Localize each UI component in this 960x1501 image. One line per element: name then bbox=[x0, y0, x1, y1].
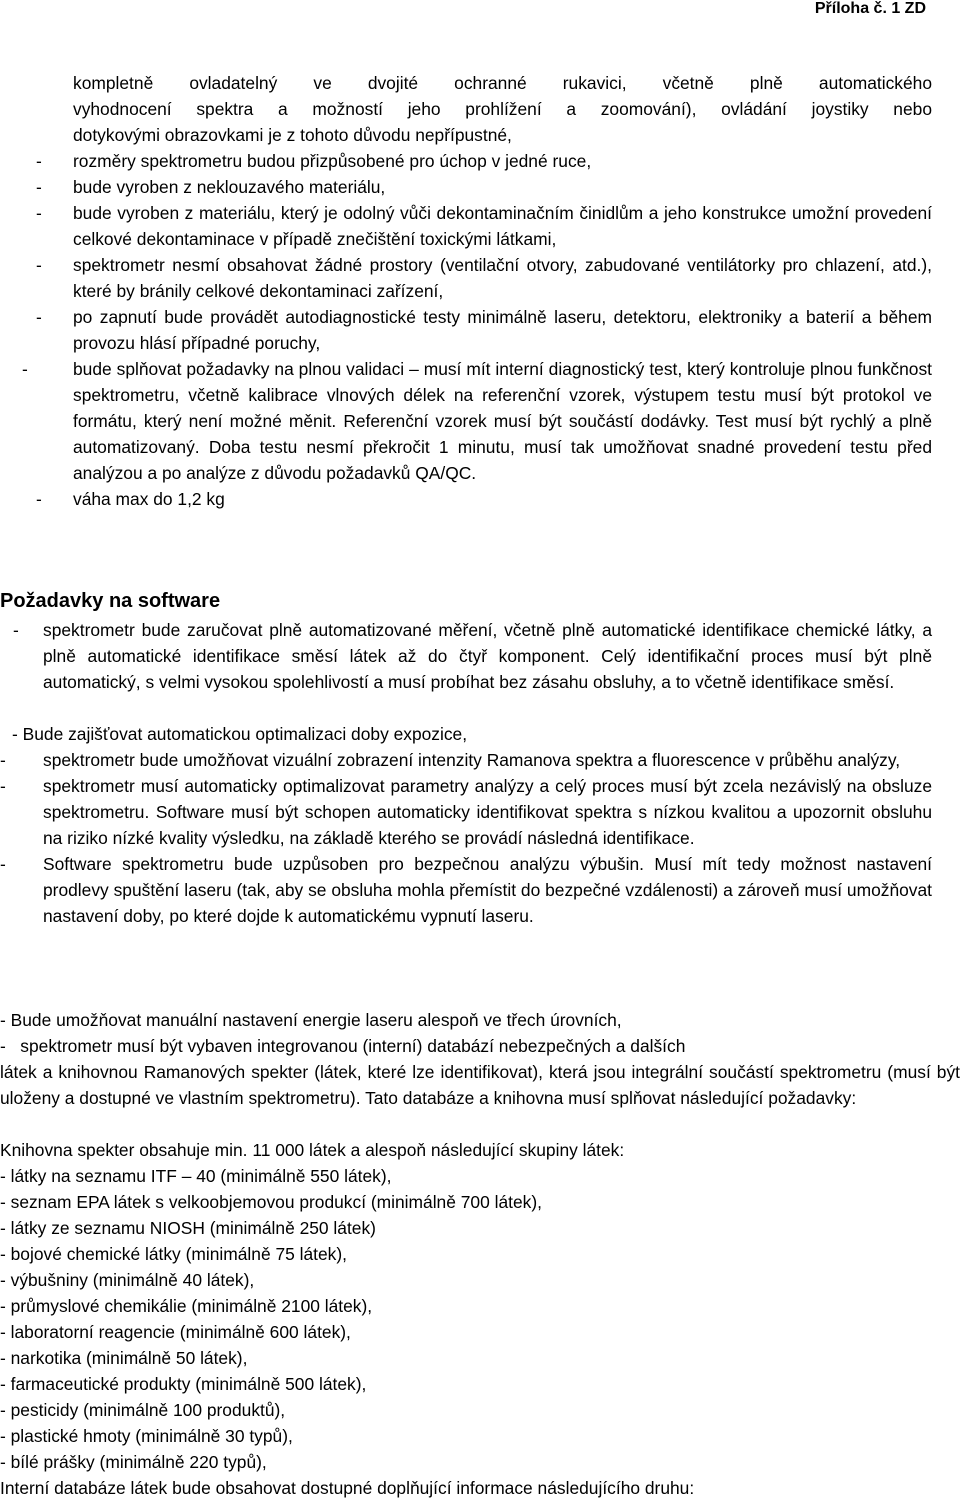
bullet-text: spektrometr bude zaručovat plně automatizované měření, včetně plně automatické identifikace chemické látky, a plně automatické identifikace směsí látek až do čtyř komponent. Celý identifikační proces musí být plně automatický, s velmi vysokou spolehlivostí a musí probíhat bez zásahu obsluhy, a to včetně identifikace směsí. bbox=[43, 620, 932, 692]
hardware-bullet bbox=[36, 252, 932, 304]
list-item: - plastické hmoty (minimálně 30 typů), bbox=[0, 1426, 293, 1446]
hardware-bullet bbox=[36, 174, 932, 200]
bullet-text: bude splňovat požadavky na plnou validaci – musí mít interní diagnostický test, který kontroluje plnou funkčnost spektrometru, včetně kalibrace vlnových délek na referenční vzorek, výstupem testu musí být protokol ve formátu, který není možné měnit. Referenční vzorek musí být součástí dodávky. Test musí být rychlý a plně automatizovaný. Doba testu nesmí překročit 1 minutu, musí tak umožňovat snadné provedení testu před analýzou a po analýze z důvodu požadavků QA/QC. bbox=[73, 359, 932, 483]
list-item: - látky ze seznamu NIOSH (minimálně 250 látek) bbox=[0, 1218, 376, 1238]
bullet-dash: - bbox=[0, 776, 6, 796]
bullet-dash: - bbox=[0, 1036, 6, 1056]
bullet-text: Bude umožňovat manuální nastavení energie laseru alespoň ve třech úrovních, bbox=[10, 1010, 622, 1030]
intro-line: kompletně ovladatelný ve dvojité ochranné rukavici, včetně plně automatického bbox=[73, 73, 932, 93]
bullet-text: po zapnutí bude provádět autodiagnostické testy minimálně laseru, detektoru, elektroniky a baterií a během provozu hlásí případné poruchy, bbox=[73, 307, 932, 353]
bullet-dash: - bbox=[36, 177, 42, 197]
bullet-text: spektrometr musí být vybaven integrovanou (interní) databází nebezpečných a dalších bbox=[20, 1036, 686, 1056]
list-item: - výbušniny (minimálně 40 látek), bbox=[0, 1270, 255, 1290]
software-heading: Požadavky na software bbox=[0, 590, 221, 612]
hardware-bullet bbox=[22, 356, 932, 486]
hardware-bullets bbox=[22, 148, 932, 512]
software-bullets-2 bbox=[0, 747, 932, 929]
bullet-dash: - bbox=[36, 307, 42, 327]
software-bullet-line bbox=[0, 1033, 932, 1059]
intro-paragraph bbox=[73, 70, 932, 148]
software-bullets bbox=[13, 617, 932, 695]
list-item: - seznam EPA látek s velkoobjemovou produkcí (minimálně 700 látek), bbox=[0, 1192, 542, 1212]
bullet-text: rozměry spektrometru budou přizpůsobené pro úchop v jedné ruce, bbox=[73, 151, 592, 171]
list-item: - narkotika (minimálně 50 látek), bbox=[0, 1348, 248, 1368]
bullet-dash: - bbox=[0, 750, 6, 770]
library-intro: Knihovna spekter obsahuje min. 11 000 látek a alespoň následující skupiny látek: bbox=[0, 1140, 625, 1160]
bullet-text: spektrometr nesmí obsahovat žádné prostory (ventilační otvory, zabudované ventilátorky pro chlazení, atd.), které by bránily celkové dekontaminaci zařízení, bbox=[73, 255, 932, 301]
list-item: - pesticidy (minimálně 100 produktů), bbox=[0, 1400, 286, 1420]
list-item: - průmyslové chemikálie (minimálně 2100 látek), bbox=[0, 1296, 373, 1316]
list-item: - bílé prášky (minimálně 220 typů), bbox=[0, 1452, 267, 1472]
bullet-dash: - bbox=[36, 151, 42, 171]
intro-line: vyhodnocení spektra a možností jeho prohlížení a zoomování), ovládání joystiky nebo bbox=[73, 99, 932, 119]
bullet-text: váha max do 1,2 kg bbox=[73, 489, 225, 509]
software-bullet bbox=[0, 851, 932, 929]
bullet-text: bude vyroben z materiálu, který je odolný vůči dekontaminačním činidlům a jeho konstrukce umožní provedení celkové dekontaminace v případě znečištění toxickými látkami, bbox=[73, 203, 932, 249]
bullet-text: Bude zajišťovat automatickou optimalizaci doby expozice, bbox=[22, 724, 468, 744]
hardware-bullet bbox=[36, 148, 932, 174]
list-item: - laboratorní reagencie (minimálně 600 látek), bbox=[0, 1322, 351, 1342]
bullet-dash: - bbox=[12, 724, 18, 744]
bullet-dash: - bbox=[36, 489, 42, 509]
list-item: - látky na seznamu ITF – 40 (minimálně 550 látek), bbox=[0, 1166, 392, 1186]
software-bullet-line bbox=[12, 721, 932, 747]
bullet-dash: - bbox=[36, 203, 42, 223]
bullet-dash: - bbox=[36, 255, 42, 275]
software-bullet bbox=[0, 773, 932, 851]
intro-line: dotykovými obrazovkami je z tohoto důvodu nepřípustné, bbox=[73, 125, 512, 145]
bullet-text: Software spektrometru bude uzpůsoben pro bezpečnou analýzu výbušin. Musí mít tedy možnost nastavení prodlevy spuštění laseru (tak, aby se obsluha mohla přemístit do bezpečné vzdálenosti) a zároveň musí umožňovat nastavení doby, po které dojde k automatickému vypnutí laseru. bbox=[43, 854, 932, 926]
bullet-text: bude vyroben z neklouzavého materiálu, bbox=[73, 177, 386, 197]
hardware-bullet bbox=[36, 304, 932, 356]
bullet-text: spektrometr musí automaticky optimalizovat parametry analýzy a celý proces musí být zcela nezávislý na obsluze spektrometru. Software musí být schopen automaticky identifikovat spektra s nízkou kvalitou a upozornit obsluhu na riziko nízké kvality výsledku, na základě kterého se provádí následná identifikace. bbox=[43, 776, 932, 848]
database-paragraph: látek a knihovnou Ramanových spekter (látek, které lze identifikovat), která jsou integrální součástí spektrometru (musí být uloženy a dostupné ve vlastním spektrometru). Tato databáze a knihovna musí splňovat následující požadavky: bbox=[0, 1062, 960, 1108]
bullet-text: spektrometr bude umožňovat vizuální zobrazení intenzity Ramanova spektra a fluorescence v průběhu analýzy, bbox=[43, 750, 901, 770]
software-bullet bbox=[0, 747, 932, 773]
list-item: - farmaceutické produkty (minimálně 500 látek), bbox=[0, 1374, 367, 1394]
bullet-dash: - bbox=[22, 359, 28, 379]
bullet-dash: - bbox=[13, 620, 19, 640]
hardware-bullet bbox=[36, 200, 932, 252]
annex-label: Příloha č. 1 ZD bbox=[814, 0, 926, 17]
library-groups bbox=[0, 1163, 932, 1501]
closing-line: Interní databáze látek bude obsahovat dostupné doplňující informace následujícího druhu: bbox=[0, 1478, 695, 1498]
list-item: - bojové chemické látky (minimálně 75 látek), bbox=[0, 1244, 347, 1264]
bullet-dash: - bbox=[0, 854, 6, 874]
software-bullet bbox=[13, 617, 932, 695]
bullet-dash: - bbox=[0, 1010, 6, 1030]
hardware-bullet bbox=[36, 486, 932, 512]
software-bullet-line bbox=[0, 1007, 932, 1033]
